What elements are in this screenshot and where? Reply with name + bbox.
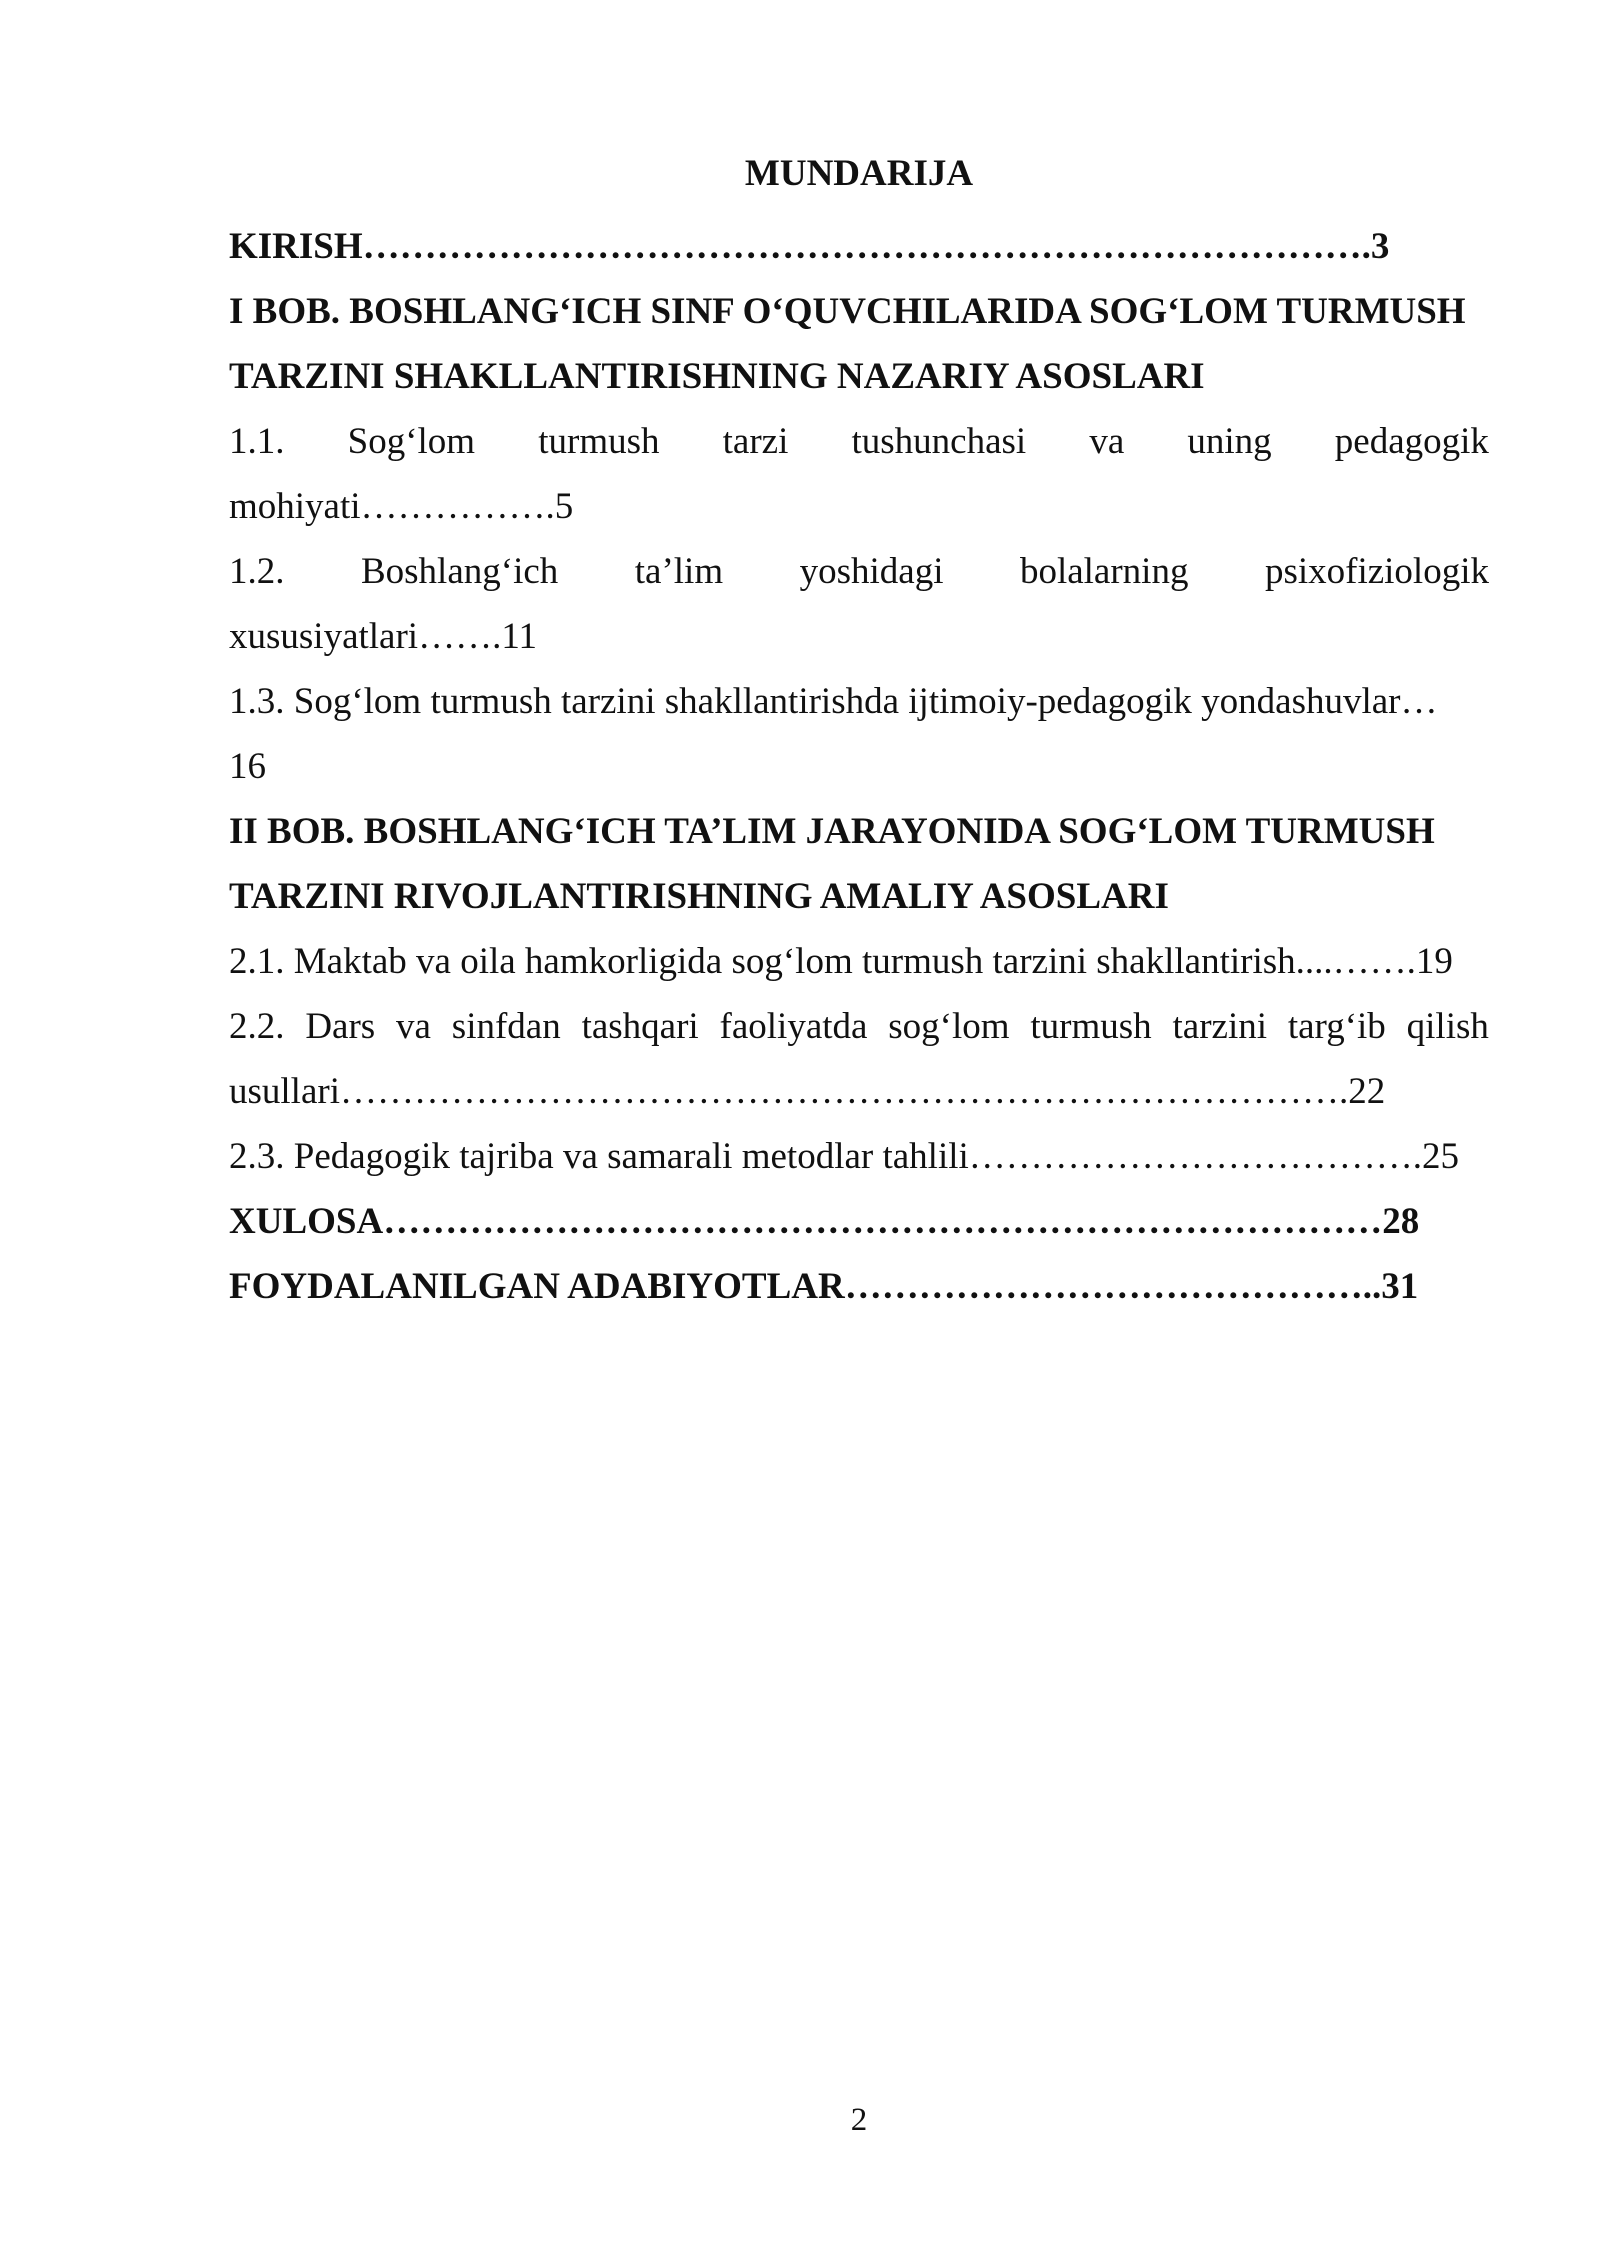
- toc-word: bolalarning: [1019, 551, 1189, 592]
- toc-section-1-1-line-2: mohiyati…………….5: [229, 486, 574, 527]
- toc-word: turmush: [538, 421, 660, 462]
- toc-section-2-2-line-2: usullari……………………………………………………………………….22: [229, 1071, 1386, 1112]
- toc-word: tarzini: [1172, 1006, 1268, 1047]
- toc-word: qilish: [1406, 1006, 1489, 1047]
- toc-word: va: [396, 1006, 431, 1047]
- toc-chapter-1-line-1: I BOB. BOSHLANG‘ICH SINF O‘QUVCHILARIDA SOG‘LOM TURMUSH: [229, 291, 1466, 332]
- toc-word: 1.2.: [229, 551, 285, 592]
- toc-section-2-1: 2.1. Maktab va oila hamkorligida sog‘lom turmush tarzini shakllantirish....…….19: [229, 941, 1453, 982]
- table-of-contents: [229, 214, 1489, 1319]
- toc-section-1-2-line-1: [229, 539, 1489, 604]
- toc-word: sog‘lom: [888, 1006, 1010, 1047]
- toc-word: Sog‘lom: [347, 421, 476, 462]
- page-title: MUNDARIJA: [744, 153, 974, 194]
- toc-word: turmush: [1030, 1006, 1152, 1047]
- toc-word: uning: [1187, 421, 1272, 462]
- toc-word: sinfdan: [451, 1006, 561, 1047]
- toc-word: Dars: [305, 1006, 376, 1047]
- toc-word: targ‘ib: [1287, 1006, 1386, 1047]
- toc-word: tashqari: [581, 1006, 699, 1047]
- toc-word: 1.1.: [229, 421, 285, 462]
- toc-word: pedagogik: [1334, 421, 1489, 462]
- toc-entry-kirish: KIRISH……………………………………………………………………….3: [229, 226, 1390, 267]
- toc-section-2-2-line-1: [229, 994, 1489, 1059]
- toc-word: va: [1089, 421, 1125, 462]
- toc-entry-xulosa: XULOSA………………………………………………………………………28: [229, 1201, 1420, 1242]
- toc-word: faoliyatda: [719, 1006, 868, 1047]
- toc-word: ta’lim: [634, 551, 724, 592]
- toc-entry-adabiyotlar: FOYDALANILGAN ADABIYOTLAR……………………………………..31: [229, 1266, 1419, 1307]
- toc-word: Boshlang‘ich: [360, 551, 559, 592]
- toc-word: 2.2.: [229, 1006, 285, 1047]
- toc-section-1-1-line-1: [229, 409, 1489, 474]
- toc-word: tarzi: [722, 421, 789, 462]
- page-number: 2: [850, 2102, 868, 2138]
- toc-section-1-3-line-2: 16: [229, 746, 266, 787]
- toc-chapter-1-line-2: TARZINI SHAKLLANTIRISHNING NAZARIY ASOSLARI: [229, 356, 1205, 397]
- toc-section-1-2-line-2: xususiyatlari…….11: [229, 616, 537, 657]
- toc-word: yoshidagi: [799, 551, 944, 592]
- toc-word: tushunchasi: [851, 421, 1027, 462]
- toc-section-1-3-line-1: 1.3. Sog‘lom turmush tarzini shakllantirishda ijtimoiy-pedagogik yondashuvlar…: [229, 681, 1438, 722]
- toc-chapter-2-line-2: TARZINI RIVOJLANTIRISHNING AMALIY ASOSLARI: [229, 876, 1169, 917]
- toc-chapter-2-line-1: II BOB. BOSHLANG‘ICH TA’LIM JARAYONIDA SOG‘LOM TURMUSH: [229, 811, 1435, 852]
- toc-word: psixofiziologik: [1264, 551, 1489, 592]
- toc-section-2-3: 2.3. Pedagogik tajriba va samarali metodlar tahlili……………………………….25: [229, 1136, 1460, 1177]
